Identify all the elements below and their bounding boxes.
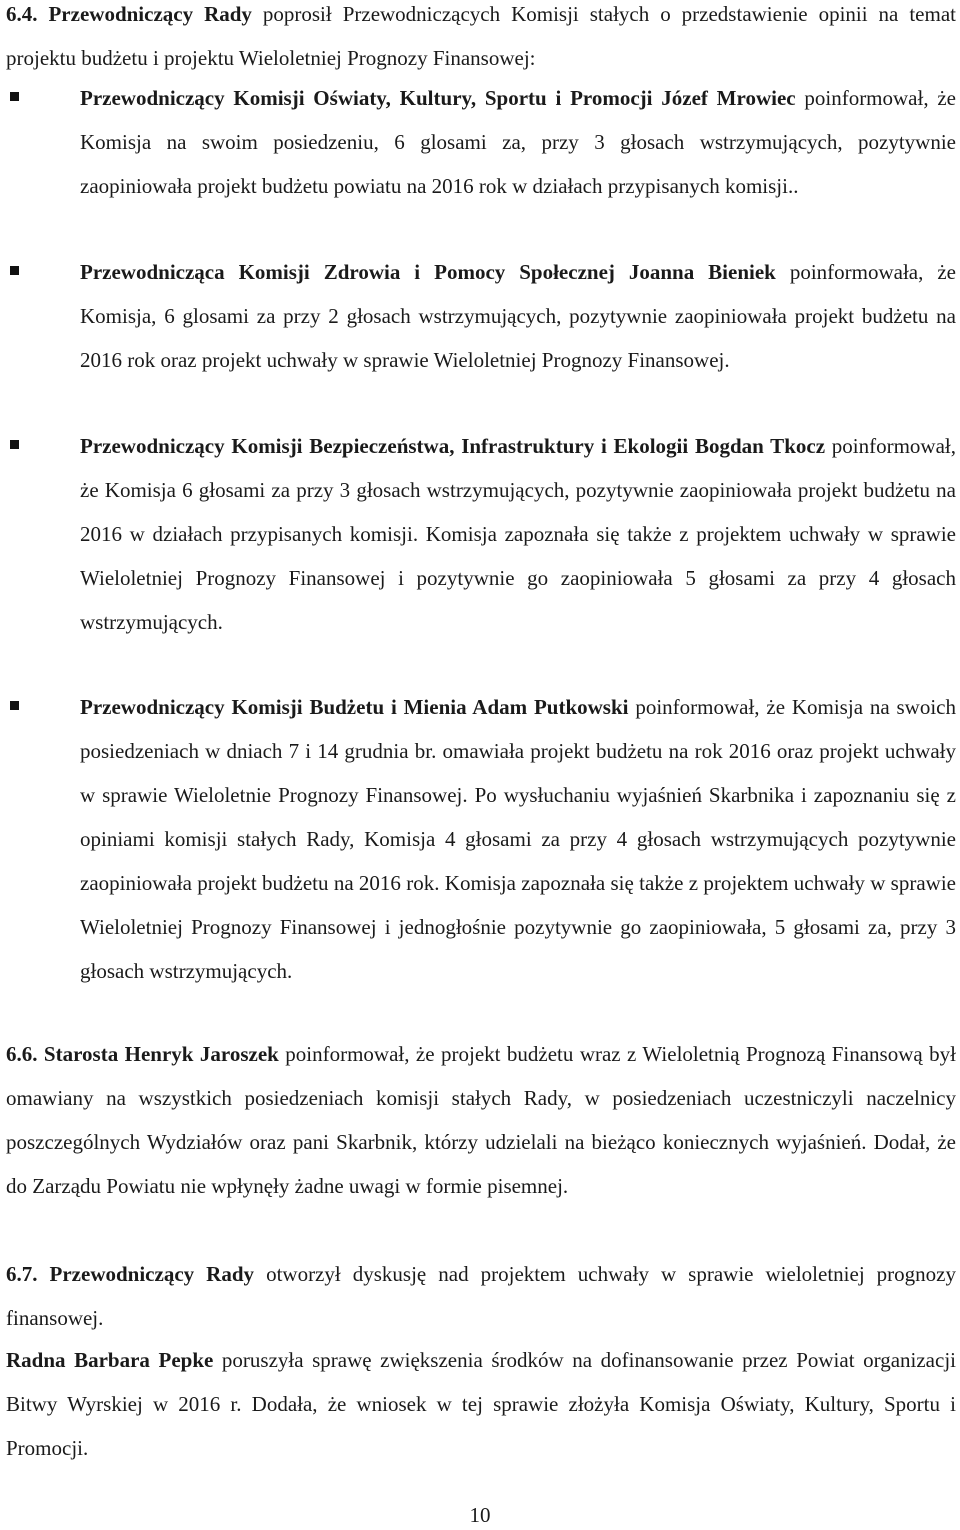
square-bullet-icon	[10, 701, 19, 710]
paragraph-text: poruszyła sprawę zwiększenia środków na dofinansowanie przez Powiat organizacji Bitwy Wyrskiej w 2016 r. Dodała, że wniosek w tej sprawie złożyła Komisja Oświaty, Kultury, Sportu i Promocji.	[6, 1348, 956, 1460]
bullet-paragraph	[80, 424, 956, 644]
section-6-4	[6, 0, 956, 80]
bullet-item-budzet	[80, 685, 956, 993]
paragraph-text: poinformował, że Komisja na swoich posiedzeniach w dniach 7 i 14 grudnia br. omawiała projekt budżetu na rok 2016 oraz projekt uchwały w sprawie Wieloletnie Prognozy Finansowej. Po wysłuchaniu wyjaśnień Skarbnika i zapoznaniu się z opiniami komisji stałych Rady, Komisja 4 głosami za przy 4 głosach wstrzymujących pozytywnie zaopiniowała projekt budżetu na 2016 rok. Komisja zapoznała się także z projektem uchwały w sprawie Wieloletniej Prognozy Finansowej i jednogłośnie pozytywnie go zaopiniowała, 5 głosami za, przy 3 głosach wstrzymujących.	[80, 695, 956, 983]
square-bullet-icon	[10, 266, 19, 275]
speaker-name: Przewodniczący Komisji Bezpieczeństwa, Infrastruktury i Ekologii Bogdan Tkocz	[80, 434, 826, 458]
speaker-name: Radna Barbara Pepke	[6, 1348, 214, 1372]
bullet-paragraph	[80, 250, 956, 382]
section-6-6	[6, 1032, 956, 1208]
speaker-name: 6.7. Przewodniczący Rady	[6, 1262, 255, 1286]
bullet-paragraph	[80, 685, 956, 993]
paragraph-text: poinformował, że projekt budżetu wraz z Wieloletnią Prognozą Finansową był omawiany na wszystkich posiedzeniach komisji stałych Rady, w posiedzeniach uczestniczyli naczelnicy poszczególnych Wydziałów oraz pani Skarbnik, którzy udzielali na bieżąco koniecznych wyjaśnień. Dodał, że do Zarządu Powiatu nie wpłynęły żadne uwagi w formie pisemnej.	[6, 1042, 956, 1198]
paragraph-text: poinformował, że Komisja na swoim posiedzeniu, 6 glosami za, przy 3 głosach wstrzymujących, pozytywnie zaopiniowała projekt budżetu powiatu na 2016 rok w działach przypisanych komisji..	[80, 86, 956, 198]
paragraph-text: poinformował, że Komisja 6 głosami za przy 3 głosach wstrzymujących, pozytywnie zaopiniowała projekt budżetu na 2016 w działach przypisanych komisji. Komisja zapoznała się także z projektem uchwały w sprawie Wieloletniej Prognozy Finansowej i pozytywnie go zaopiniowała 5 głosami za przy 4 głosach wstrzymujących.	[80, 434, 956, 634]
paragraph-text: otworzył dyskusję nad projektem uchwały w sprawie wieloletniej prognozy finansowej.	[6, 1262, 956, 1330]
speaker-name: 6.6. Starosta Henryk Jaroszek	[6, 1042, 279, 1066]
paragraph-text: poprosił Przewodniczących Komisji stałych o przedstawienie opinii na temat projektu budżetu i projektu Wieloletniej Prognozy Finansowej:	[6, 2, 956, 70]
square-bullet-icon	[10, 92, 19, 101]
paragraph-pepke	[6, 1338, 956, 1470]
page-number: 10	[469, 1503, 491, 1527]
paragraph-text: poinformowała, że Komisja, 6 glosami za przy 2 głosach wstrzymujących, pozytywnie zaopiniowała projekt budżetu na 2016 rok oraz projekt uchwały w sprawie Wieloletniej Prognozy Finansowej.	[80, 260, 956, 372]
speaker-name: Przewodniczący Rady	[48, 2, 252, 26]
speaker-name: Przewodniczący Komisji Oświaty, Kultury, Sportu i Promocji Józef Mrowiec	[80, 86, 796, 110]
speaker-name: Przewodnicząca Komisji Zdrowia i Pomocy Społecznej Joanna Bieniek	[80, 260, 776, 284]
bullet-item-oswiata	[80, 76, 956, 208]
section-6-7	[6, 1252, 956, 1340]
bullet-paragraph	[80, 76, 956, 208]
square-bullet-icon	[10, 440, 19, 449]
bullet-item-bezpieczenstwo	[80, 424, 956, 644]
speaker-name: Przewodniczący Komisji Budżetu i Mienia Adam Putkowski	[80, 695, 629, 719]
section-number: 6.4.	[6, 2, 38, 26]
bullet-item-zdrowie	[80, 250, 956, 382]
